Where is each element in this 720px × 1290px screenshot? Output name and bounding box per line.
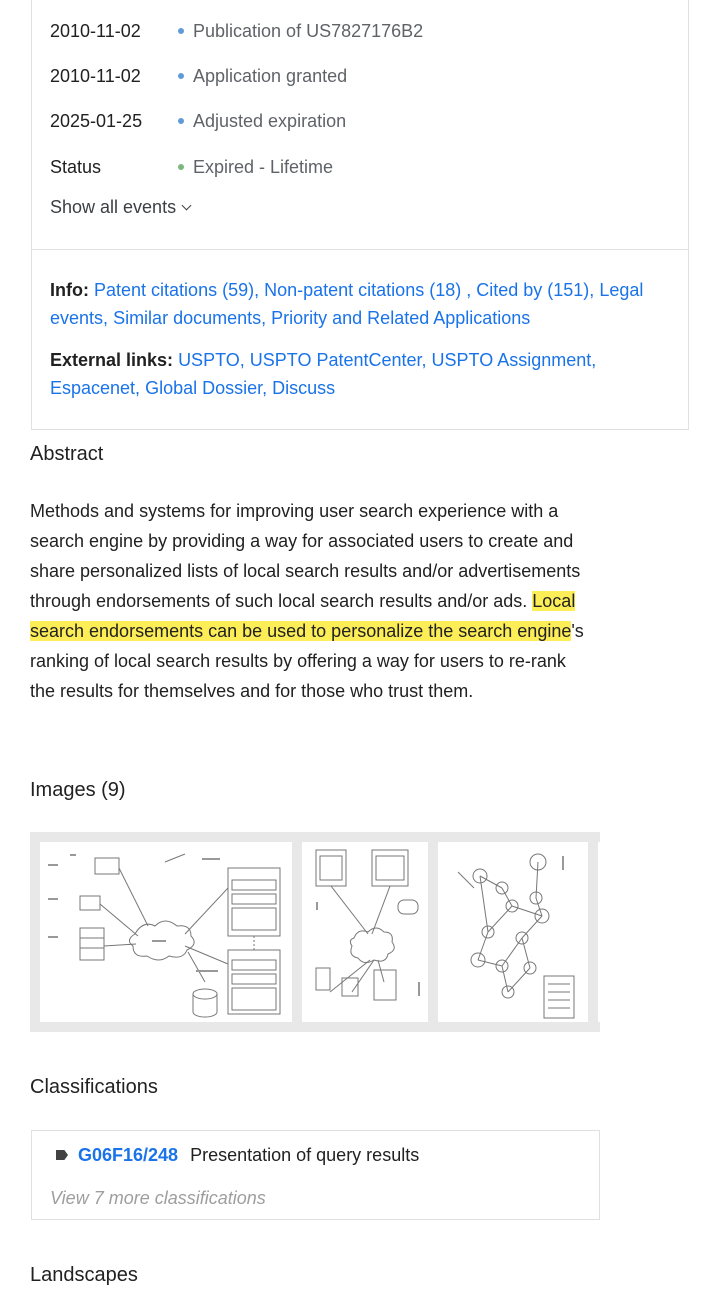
patent-image-thumbnail[interactable] bbox=[302, 842, 428, 1022]
event-dot-icon bbox=[178, 73, 184, 79]
external-links bbox=[50, 346, 670, 402]
legal-events-link[interactable]: Legal events, bbox=[50, 280, 644, 328]
uspto-assignment-link[interactable]: USPTO Assignment, bbox=[431, 350, 597, 370]
status-row bbox=[50, 155, 333, 179]
event-description: Adjusted expiration bbox=[193, 111, 347, 131]
abstract-text-part: Methods and systems for improving user search experience with a search engine by providing a way for associated users to create and share personalized lists of local search results and/or advertisements through endorsements of such local search results and/or ads. bbox=[30, 501, 581, 611]
event-date: 2010-11-02 bbox=[50, 66, 141, 86]
patent-image-thumbnail[interactable] bbox=[598, 842, 600, 1022]
status-dot-icon bbox=[178, 164, 184, 170]
abstract-heading: Abstract bbox=[30, 443, 104, 465]
info-label: Info: bbox=[50, 280, 89, 300]
info-links bbox=[50, 276, 670, 332]
event-row bbox=[50, 109, 346, 133]
info-panel bbox=[31, 250, 689, 430]
patent-drawing-fig-2 bbox=[302, 842, 428, 1022]
uspto-patentcenter-link[interactable]: USPTO PatentCenter, bbox=[249, 350, 427, 370]
event-row bbox=[50, 19, 423, 43]
images-heading: Images (9) bbox=[30, 779, 126, 801]
classifications-heading: Classifications bbox=[30, 1076, 158, 1098]
patent-drawing-fig-3 bbox=[438, 842, 588, 1022]
uspto-link[interactable]: USPTO, bbox=[178, 350, 245, 370]
event-date: 2010-11-02 bbox=[50, 21, 141, 41]
status-value: Expired - Lifetime bbox=[193, 157, 334, 177]
event-date: 2025-01-25 bbox=[50, 111, 143, 131]
show-all-events-label: Show all events bbox=[50, 197, 177, 217]
abstract-text-part: 's ranking of local search results by offering a way for users to re-rank the results for themselves and for those who trust them. bbox=[30, 621, 584, 701]
event-dot-icon bbox=[178, 28, 184, 34]
events-panel bbox=[31, 0, 689, 250]
status-label: Status bbox=[50, 157, 102, 177]
patent-image-thumbnail[interactable] bbox=[40, 842, 292, 1022]
tag-icon bbox=[56, 1150, 68, 1160]
discuss-link[interactable]: Discuss bbox=[272, 378, 336, 398]
classification-item bbox=[56, 1143, 419, 1167]
classifications-panel bbox=[31, 1130, 600, 1220]
similar-documents-link[interactable]: Similar documents, bbox=[113, 308, 267, 328]
global-dossier-link[interactable]: Global Dossier, bbox=[145, 378, 268, 398]
event-description: Publication of US7827176B2 bbox=[193, 21, 424, 41]
external-links-label: External links: bbox=[50, 350, 174, 370]
non-patent-citations-link[interactable]: Non-patent citations (18) , bbox=[264, 280, 472, 300]
show-all-events-button[interactable] bbox=[50, 197, 190, 218]
view-more-classifications-link[interactable]: View 7 more classifications bbox=[50, 1188, 266, 1208]
images-carousel[interactable] bbox=[30, 832, 600, 1032]
priority-related-link[interactable]: Priority and Related Applications bbox=[271, 308, 531, 328]
event-description: Application granted bbox=[193, 66, 348, 86]
abstract-text bbox=[30, 496, 590, 706]
chevron-down-icon bbox=[182, 201, 192, 211]
patent-citations-link[interactable]: Patent citations (59), bbox=[94, 280, 260, 300]
event-dot-icon bbox=[178, 118, 184, 124]
classification-description: Presentation of query results bbox=[190, 1145, 420, 1165]
landscapes-heading: Landscapes bbox=[30, 1264, 138, 1286]
patent-image-thumbnail[interactable] bbox=[438, 842, 588, 1022]
espacenet-link[interactable]: Espacenet, bbox=[50, 378, 141, 398]
event-row bbox=[50, 64, 347, 88]
patent-drawing-fig-1 bbox=[40, 842, 292, 1022]
cited-by-link[interactable]: Cited by (151), bbox=[476, 280, 595, 300]
classification-code-link[interactable]: G06F16/248 bbox=[78, 1145, 179, 1165]
abstract-highlight: Local search endorsements can be used to personalize the search engine bbox=[30, 591, 576, 641]
